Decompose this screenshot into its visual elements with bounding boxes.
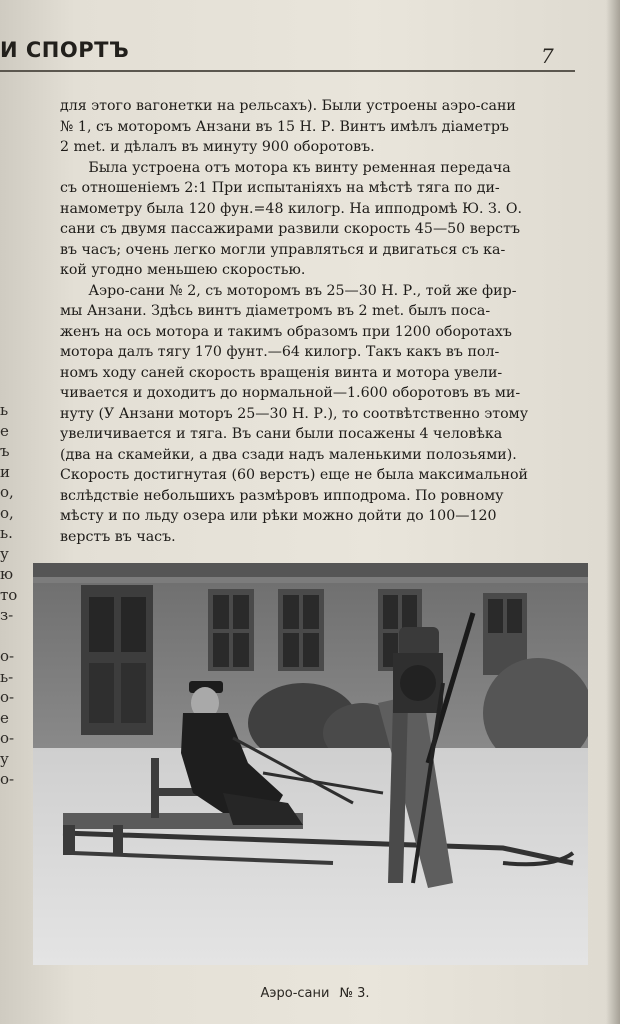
body-line: женъ на ось мотора и такимъ образомъ при 1200 оборотахъ [60,323,512,340]
page-number: 7 [541,44,554,68]
margin-fragment: ь- [0,667,14,686]
body-line: увеличивается и тяга. Въ сани были посажены 4 человѣка [60,426,503,442]
body-line: кой угодно меньшею скоростью. [60,262,306,278]
body-line: Была устроена отъ мотора къ винту ременная передача [88,159,511,176]
margin-fragment: ь [0,401,9,419]
body-line: мы Анзани. Здѣсь винтъ діаметромъ въ 2 met. былъ поса- [60,303,491,319]
body-line: Аэро-сани № 2, съ моторомъ въ 25—30 Н. Р., той же фир- [88,282,517,299]
photo-illustration [33,563,588,965]
margin-fragment [0,626,22,647]
margin-fragment: о- [0,729,15,747]
margin-fragment: о, [0,483,14,501]
margin-fragment: е [0,708,9,727]
margin-fragment: ю [0,565,14,583]
margin-fragment: и [0,462,10,481]
body-line: (два на скамейки, а два сзади надъ маленькими полозьями). [60,446,517,463]
body-line: 2 met. и дѣлалъ въ минуту 900 оборотовъ. [60,139,375,155]
body-line: мѣсту и по льду озера или рѣки можно дойти до 100—120 [60,508,497,524]
body-line: мотора далъ тягу 170 фунт.—64 килогр. Такъ какъ въ пол- [60,344,500,360]
body-line: № 1, съ моторомъ Анзани въ 15 Н. Р. Винтъ имѣлъ діаметръ [60,118,509,135]
body-line: верстъ въ часъ. [60,528,176,545]
running-header: И СПОРТЪ [0,38,130,62]
photo-caption [0,986,620,1001]
margin-fragment: е [0,421,9,440]
body-line: сани съ двумя пассажирами развили скорость 45—50 верстъ [60,221,520,237]
margin-fragment: у [0,749,9,768]
adjacent-page-fragments [0,400,22,790]
caption-label: Аэро-сани [260,986,330,1001]
margin-fragment: у [0,544,9,563]
margin-fragment: о- [0,688,15,706]
margin-fragment: о- [0,770,15,788]
aerosled-photograph [33,563,588,965]
body-line: съ отношеніемъ 2:1 При испытаніяхъ на мѣстѣ тяга по ди- [60,180,500,196]
margin-fragment: о- [0,647,15,665]
page-edge-shadow [606,0,620,1024]
body-line: для этого вагонетки на рельсахъ). Были устроены аэро-сани [60,98,516,114]
body-line: намометру была 120 фун.=48 килогр. На ипподромѣ Ю. З. О. [60,200,523,217]
margin-fragment: ь. [0,524,13,542]
header-rule [0,70,575,72]
body-line: вслѣдствіе небольшихъ размѣровъ ипподрома. По ровному [60,487,504,504]
body-line: Скорость достигнутая (60 верстъ) еще не была максимальной [60,467,528,483]
margin-fragment: ъ [0,442,10,460]
body-line: въ часъ; очень легко могли управляться и двигаться съ ка- [60,241,506,258]
margin-fragment: то [0,585,18,604]
article-body [60,96,572,547]
body-line: нуту (У Анзани моторъ 25—30 Н. Р.), то соотвѣтственно этому [60,405,529,422]
body-line: чивается и доходитъ до нормальной—1.600 оборотовъ въ ми- [60,385,521,401]
caption-number: № 3. [339,986,370,1001]
body-line: номъ ходу саней скорость вращенія винта и мотора увели- [60,364,503,381]
margin-fragment: з- [0,606,14,624]
margin-fragment: о, [0,503,14,522]
